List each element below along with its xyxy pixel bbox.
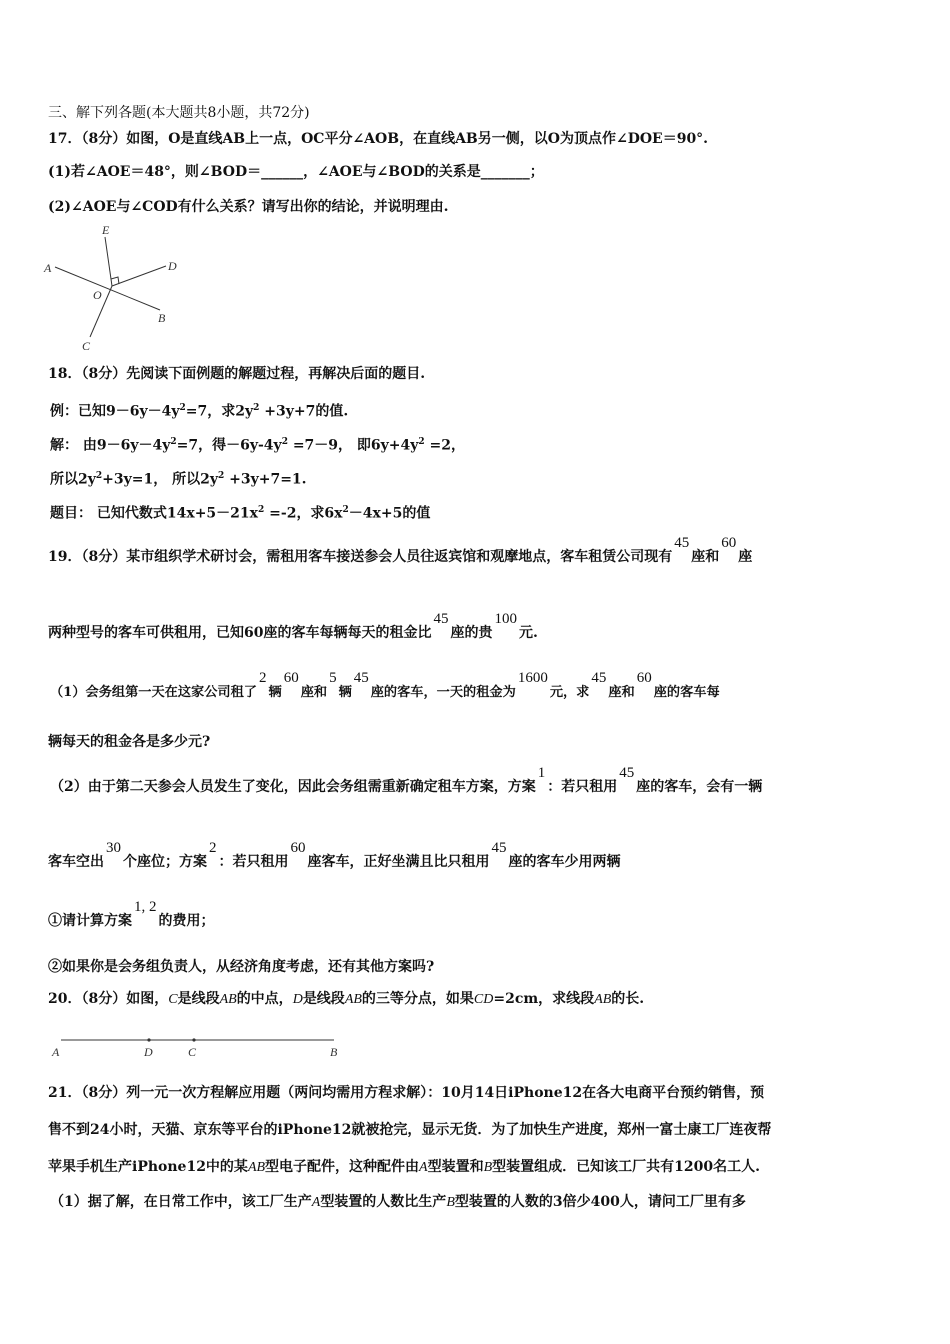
num-2: 2: [209, 840, 217, 856]
point-c: [192, 1038, 195, 1041]
label-c: C: [82, 339, 91, 353]
t: 座的客车，一天的租金为: [370, 685, 516, 700]
q18-sol2-b: +3y=1， 所以2y: [102, 471, 218, 488]
exp: 2: [281, 437, 288, 447]
q19-line-8: ②如果你是会务组负责人，从经济角度考虑，还有其他方案吗?: [48, 959, 435, 975]
num-45: 45: [353, 670, 369, 686]
label-d: D: [144, 1045, 153, 1059]
t: 元，求: [549, 685, 590, 700]
t: 座的客车少用两辆: [508, 854, 621, 870]
t: 座和: [608, 685, 635, 700]
label-a: A: [44, 261, 52, 275]
q18-stem: 18．（8分）先阅读下面例题的解题过程，再解决后面的题目.: [48, 366, 426, 382]
t: 的费用；: [158, 913, 215, 929]
q18-example-c: +3y+7的值.: [259, 403, 349, 420]
t: 型装置的人数的3倍少400人，请问工厂里有多: [454, 1194, 746, 1210]
var-cd: CD: [473, 992, 494, 1007]
t: 座: [738, 549, 753, 565]
var-a: A: [419, 1160, 428, 1175]
exp: 2: [418, 437, 425, 447]
t: 20．（8分）如图，: [48, 991, 169, 1007]
label-b: B: [158, 311, 166, 325]
section-title: 三、解下列各题(本大题共8小题，共72分): [48, 105, 310, 121]
q18-solution-2: [50, 467, 307, 489]
var-ab: AB: [344, 992, 362, 1007]
q18-sol2-a: 所以2y: [50, 471, 96, 488]
t: 座和: [300, 685, 328, 700]
t: 两种型号的客车可供租用，已知60座的客车每辆每天的租金比: [48, 625, 432, 641]
t: 型装置的人数比生产: [320, 1194, 447, 1210]
q21-line-1: 21．（8分）列一元一次方程解应用题（两问均需用方程求解）：10月14日iPhone12在各大电商平台预约销售，预: [48, 1085, 765, 1101]
t: 元.: [518, 625, 538, 641]
var-ab: AB: [247, 1160, 266, 1175]
q18-sol1-a: 解： 由9－6y－4y: [50, 437, 171, 454]
t: （2）由于第二天参会人员发生了变化，因此会务组需重新确定租车方案，方案: [50, 779, 536, 795]
num-60: 60: [290, 840, 306, 856]
t: 是线段: [302, 991, 345, 1007]
q20-segment-figure: [44, 1030, 354, 1062]
exp: 2: [253, 403, 260, 413]
label-a: A: [52, 1045, 60, 1059]
num-45: 45: [491, 840, 507, 856]
t: ①请计算方案: [48, 913, 132, 929]
right-angle-mark: [111, 277, 119, 284]
q18-task-c: －4x+5的值: [348, 505, 431, 522]
t: 的中点，: [236, 991, 293, 1007]
t: ：若只租用: [547, 779, 618, 795]
t: 型装置组成．已知该工厂共有1200名工人.: [492, 1159, 761, 1175]
var-c: C: [168, 992, 178, 1007]
num-1-2: 1, 2: [134, 899, 157, 915]
q19-line-4: 辆每天的租金各是多少元?: [48, 734, 211, 750]
q18-solution-1: [50, 433, 465, 455]
q18-sol1-b: =7，得－6y-4y: [176, 437, 282, 454]
q19-line-7: [48, 899, 215, 930]
exp: 2: [342, 505, 349, 515]
t: 座的客车每: [653, 685, 720, 700]
label-c: C: [188, 1045, 197, 1059]
num-100: 100: [494, 611, 517, 627]
t: =2cm，求线段: [493, 991, 595, 1007]
t: 是线段: [177, 991, 220, 1007]
q21-line-4: [50, 1193, 746, 1212]
q18-task: [50, 501, 430, 523]
t: 苹果手机生产iPhone12中的某: [48, 1159, 248, 1175]
q18-example: [50, 399, 348, 421]
q19-line-3: [50, 670, 720, 702]
var-ab: AB: [219, 992, 237, 1007]
t: 型电子配件，这种配件由: [265, 1159, 420, 1175]
num-1: 1: [537, 765, 546, 781]
exp: 2: [217, 471, 225, 481]
t: 座和: [691, 549, 720, 565]
q17-part1: (1)若∠AOE＝48°，则∠BOD＝______，∠AOE与∠BOD的关系是_______；: [48, 164, 544, 180]
var-d: D: [292, 992, 303, 1007]
q18-example-b: =7，求2y: [185, 403, 254, 420]
t: 型装置和: [427, 1159, 484, 1175]
q19-line-1: [48, 535, 753, 566]
q19-line-2: [48, 611, 538, 642]
var-ab: AB: [594, 992, 612, 1007]
t: 客车空出: [48, 854, 104, 870]
q18-sol1-d: =2，: [424, 437, 466, 454]
var-a: A: [311, 1195, 321, 1210]
label-d: D: [168, 259, 177, 273]
q21-line-2: 售不到24小时，天猫、京东等平台的iPhone12就被抢完，显示无货．为了加快生产进度，郑州一富士康工厂连夜帮: [48, 1122, 772, 1138]
num-45: 45: [591, 670, 607, 686]
var-b: B: [446, 1195, 455, 1210]
t: 辆: [338, 685, 352, 700]
q18-example-a: 例：已知9－6y－4y: [50, 403, 180, 420]
t: 的三等分点，如果: [361, 991, 474, 1007]
exp: 2: [258, 505, 265, 515]
num-60: 60: [636, 670, 652, 686]
var-b: B: [483, 1160, 493, 1175]
t: （1）会务组第一天在这家公司租了: [50, 685, 257, 700]
t: 座客车，正好坐满且比只租用: [307, 854, 490, 870]
q17-stem: 17．（8分）如图，O是直线AB上一点，OC平分∠AOB，在直线AB另一侧，以O为顶点作∠DOE＝90°.: [48, 131, 709, 147]
q18-task-a: 题目： 已知代数式14x+5－21x: [50, 505, 259, 522]
num-30: 30: [106, 840, 121, 856]
num-45: 45: [433, 611, 449, 627]
q18-sol2-c: +3y+7=1.: [224, 471, 307, 488]
exp: 2: [179, 403, 186, 413]
num-60: 60: [721, 535, 737, 551]
point-d: [147, 1038, 150, 1041]
num-45: 45: [674, 535, 690, 551]
q17-part2: (2)∠AOE与∠COD有什么关系？请写出你的结论，并说明理由.: [48, 199, 449, 215]
num-45: 45: [619, 765, 635, 781]
label-b: B: [330, 1045, 338, 1059]
ray-od: [112, 266, 166, 286]
t: 座的贵: [450, 625, 493, 641]
q18-task-b: =-2，求6x: [264, 505, 343, 522]
q17-angle-figure: [40, 222, 200, 357]
t: （1）据了解，在日常工作中，该工厂生产: [50, 1194, 312, 1210]
t: 辆: [268, 685, 282, 700]
num-5: 5: [329, 670, 337, 686]
q21-line-3: [48, 1158, 760, 1177]
exp: 2: [95, 471, 103, 481]
label-o: O: [93, 288, 102, 302]
t: ：若只租用: [218, 854, 289, 870]
line-ab: [55, 267, 160, 310]
q18-sol1-c: =7－9， 即6y+4y: [287, 437, 419, 454]
num-2: 2: [259, 670, 267, 686]
q19-line-6: [48, 840, 621, 871]
q19-line-5: [50, 765, 763, 796]
label-e: E: [102, 223, 110, 237]
t: 的长.: [611, 991, 645, 1007]
t: 19．（8分）某市组织学术研讨会，需租用客车接送参会人员往返宾馆和观摩地点，客车租赁公司现有: [48, 549, 673, 565]
t: 个座位；方案: [123, 854, 207, 870]
num-1600: 1600: [517, 670, 548, 686]
exp: 2: [170, 437, 177, 447]
q20-stem: [48, 990, 644, 1009]
num-60: 60: [283, 670, 299, 686]
t: 座的客车，会有一辆: [636, 779, 763, 795]
